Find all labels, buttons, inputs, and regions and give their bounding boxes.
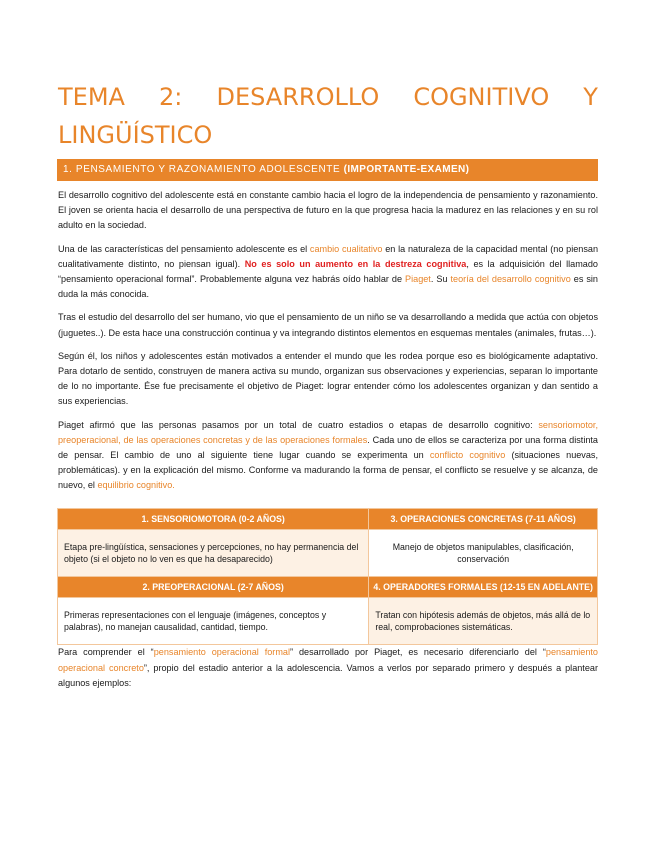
text-run: . Cada uno de ellos se caracteriza por una forma distinta de pensar. El cambio de uno al siguiente tiene lugar cuando se experimenta un <box>58 434 598 461</box>
title-word: DESARROLLO <box>216 83 380 111</box>
table-header-row <box>58 577 598 598</box>
highlight-term: pensamiento operacional concreto <box>58 647 598 673</box>
title-word: TEMA <box>58 83 125 111</box>
table-header-cell: 2. PREOPERACIONAL (2-7 AÑOS) <box>58 577 369 598</box>
table-header-cell: 1. SENSORIOMOTORA (0-2 AÑOS) <box>58 509 369 530</box>
highlight-term: sensoriomotor, preoperacional, de las operaciones concretas y de las operaciones formales <box>58 419 598 445</box>
paragraph-4: Según él, los niños y adolescentes están motivados a entender el mundo que les rodea porque eso es biológicamente adaptativo. Para dotarlo de sentido, construyen de manera activa su mundo, organizan sus observaciones y experiencias, separan lo importante de lo no importante. Ése fue precisamente el objetivo de Piaget: lograr entender cómo los adolescentes organizan y dan sentido a sus experiencias. <box>58 350 598 407</box>
stages-table <box>57 508 598 645</box>
paragraph-2 <box>58 242 598 303</box>
highlight-term: Piaget <box>405 274 431 285</box>
title-line-2: LINGÜÍSTICO <box>58 121 213 149</box>
table-row <box>58 598 598 645</box>
paragraph-3: Tras el estudio del desarrollo del ser humano, vio que el pensamiento de un niño se va desarrollando a medida que actúa con objetos (juguetes..). De esta hace una construcción continua y va integrando distintos elementos en esquemas mentales (animales, frutas…). <box>58 312 598 338</box>
text-run: Para comprender el “ <box>58 647 154 657</box>
title-word: 2: <box>159 83 183 111</box>
text-run: (situaciones nuevas, problemáticas). y en la explicación del mismo. Conforme va madurando la forma de pensar, el conflicto se resuelve y se alcanza, de nuevo, el <box>58 450 598 491</box>
text-run: , es la adquisición del llamado “pensamiento operacional formal”. Probablemente alguna vez habrás oído hablar de <box>58 258 598 285</box>
closing-text <box>58 645 598 692</box>
table-cell: Manejo de objetos manipulables, clasificación, conservación <box>369 530 598 577</box>
page-title <box>58 78 598 154</box>
table-header-cell: 3. OPERACIONES CONCRETAS (7-11 AÑOS) <box>369 509 598 530</box>
text-run: . Su <box>430 274 451 285</box>
table-cell: Tratan con hipótesis además de objetos, más allá de lo real, comprobaciones sistemáticas. <box>369 598 598 645</box>
highlight-term: conflicto cognitivo <box>429 450 506 461</box>
section-heading <box>57 159 598 181</box>
highlight-term: pensamiento operacional formal <box>153 647 290 657</box>
table-header-row <box>58 509 598 530</box>
emphasis-red: No es solo un aumento en la destreza cognitiva <box>244 258 467 269</box>
table-header-cell: 4. OPERADORES FORMALES (12-15 EN ADELANTE) <box>369 577 598 598</box>
section-heading-emphasis: (IMPORTANTE-EXAMEN) <box>343 164 470 175</box>
paragraph-1: El desarrollo cognitivo del adolescente está en constante cambio hacia el logro de la independencia de pensamiento y razonamiento. El joven se orienta hacia el desarrollo de una perspectiva de futuro en la que progresa hacia la madurez en las relaciones y en su rol adulto en la sociedad. <box>58 190 598 231</box>
table-row <box>58 530 598 577</box>
highlight-term: cambio cualitativo <box>309 243 383 254</box>
text-run: en la naturaleza de la capacidad mental (no piensan cualitativamente distinto, no piensan igual). <box>58 243 599 269</box>
text-run: Una de las características del pensamiento adolescente es el <box>58 243 310 254</box>
body-text <box>58 188 598 502</box>
text-run: ”, propio del estadio anterior a la adolescencia. Vamos a verlos por separado primero y después a plantear algunos ejemplos: <box>58 662 598 688</box>
text-run: ” desarrollado por Piaget, es necesario diferenciarlo del “ <box>290 647 546 657</box>
highlight-term: teoría del desarrollo cognitivo <box>450 274 571 285</box>
text-run: es sin duda la más conocida. <box>58 274 598 300</box>
title-word: COGNITIVO <box>413 83 550 111</box>
paragraph-5 <box>58 418 598 494</box>
title-word: Y <box>583 83 598 111</box>
table-cell: Primeras representaciones con el lenguaje (imágenes, conceptos y palabras), no manejan causalidad, cantidad, tiempo. <box>58 598 369 645</box>
paragraph-6 <box>58 645 598 692</box>
table-cell: Etapa pre-lingüística, sensaciones y percepciones, no hay permanencia del objeto (si el objeto no lo ven es que ha desaparecido) <box>58 530 369 577</box>
highlight-term: equilibrio cognitivo. <box>97 480 175 491</box>
section-heading-label: 1. PENSAMIENTO Y RAZONAMIENTO ADOLESCENTE <box>63 164 344 175</box>
text-run: Piaget afirmó que las personas pasamos por un total de cuatro estadios o etapas de desarrollo cognitivo: <box>58 419 539 430</box>
